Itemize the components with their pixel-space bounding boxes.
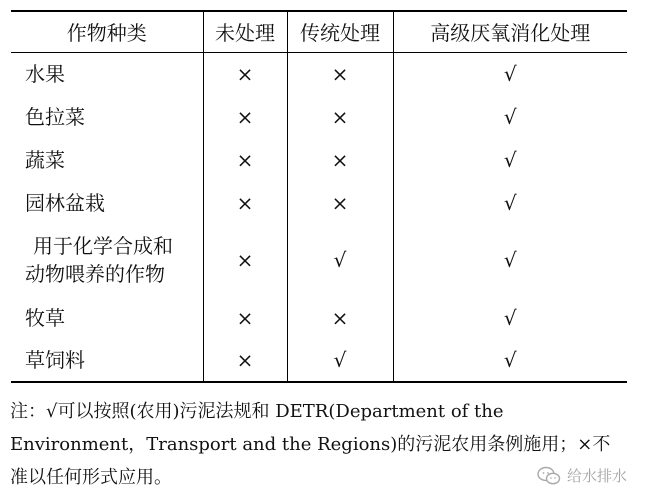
crop-name: [11, 224, 203, 296]
crop-name: 水果: [25, 61, 65, 86]
crop-treatment-table: [11, 10, 627, 383]
advanced-mark: √: [393, 181, 627, 224]
untreated-mark: ×: [203, 181, 287, 224]
conventional-mark: ×: [287, 296, 393, 339]
crop-name: 牧草: [25, 305, 65, 330]
untreated-mark: ×: [203, 52, 287, 95]
advanced-mark: √: [393, 95, 627, 138]
header-crop-type: 作物种类: [11, 11, 203, 52]
table-row: [11, 296, 627, 339]
table-row: [11, 138, 627, 181]
crop-name: 蔬菜: [25, 147, 65, 172]
table-header-row: [11, 11, 627, 52]
untreated-mark: ×: [203, 224, 287, 296]
advanced-mark: √: [393, 224, 627, 296]
header-conventional: 传统处理: [287, 11, 393, 52]
table-row: [11, 52, 627, 95]
table-row: [11, 181, 627, 224]
watermark: [537, 465, 627, 486]
untreated-mark: ×: [203, 339, 287, 382]
conventional-mark: ×: [287, 52, 393, 95]
wechat-icon: [537, 466, 561, 486]
table-row: [11, 339, 627, 382]
table-footnote: 注：√可以按照(农用)污泥法规和 DETR(Department of the Environment，Transport and the Regions)的污泥农用条例施用；×不准以任何形式应用。: [10, 401, 611, 488]
advanced-mark: √: [393, 52, 627, 95]
conventional-mark: ×: [287, 95, 393, 138]
untreated-mark: ×: [203, 95, 287, 138]
untreated-mark: ×: [203, 296, 287, 339]
crop-name-line-2: 动物喂养的作物: [25, 262, 165, 286]
watermark-text: 给水排水: [566, 467, 627, 485]
advanced-mark: √: [393, 138, 627, 181]
conventional-mark: ×: [287, 181, 393, 224]
crop-name: 草饲料: [11, 339, 203, 382]
untreated-mark: ×: [203, 138, 287, 181]
crop-name: 色拉菜: [25, 104, 85, 129]
conventional-mark: √: [287, 224, 393, 296]
advanced-mark: √: [393, 296, 627, 339]
advanced-mark: √: [393, 339, 627, 382]
header-untreated: 未处理: [203, 11, 287, 52]
conventional-mark: ×: [287, 138, 393, 181]
table-row: [11, 224, 627, 296]
crop-name-line-1: 用于化学合成和: [33, 234, 173, 258]
crop-name: 园林盆栽: [25, 190, 105, 215]
header-advanced-ad: 高级厌氧消化处理: [393, 11, 627, 52]
table-row: [11, 95, 627, 138]
conventional-mark: √: [287, 339, 393, 382]
